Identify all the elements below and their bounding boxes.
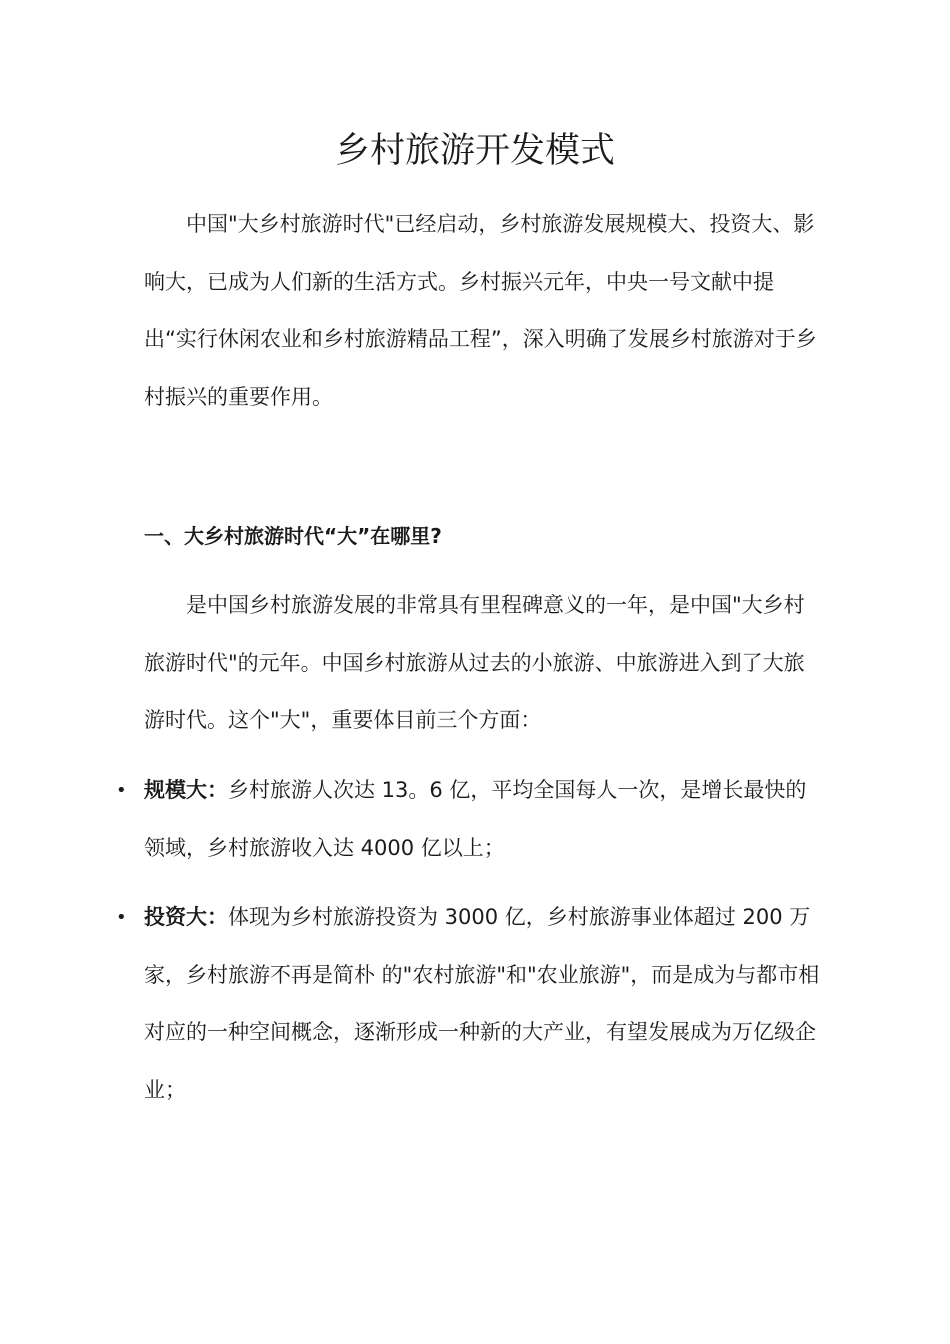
bullet-marker: • <box>116 780 127 801</box>
section-heading: 一、大乡村旅游时代“大”在哪里? <box>144 524 442 548</box>
bullet-label: 规模大： <box>144 778 228 802</box>
bullet-label: 投资大： <box>144 905 228 929</box>
document-title: 乡村旅游开发模式 <box>334 131 615 171</box>
bullet-text: 体现为乡村旅游投资为 3000 亿，乡村旅游事业体超过 200 万家，乡村旅游不再是简朴 的"农村旅游"和"农业旅游"，而是成为与都市相对应的一种空间概念，逐渐形成一种新的大产业，有望发展成为万亿级企业； <box>144 905 820 1102</box>
bullet-text: 乡村旅游人次达 13。6 亿，平均全国每人一次，是增长最快的领域，乡村旅游收入达 4000 亿以上； <box>144 778 807 860</box>
bullet-marker: • <box>116 907 127 928</box>
intro-paragraph: 中国"大乡村旅游时代"已经启动，乡村旅游发展规模大、投资大、影响大，已成为人们新的生活方式。乡村振兴元年，中央一号文献中提出“实行休闲农业和乡村旅游精品工程”，深入明确了发展乡村旅游对于乡村振兴的重要作用。 <box>144 212 817 409</box>
bullet-item-investment <box>116 889 820 1119</box>
bullet-item-scale <box>116 762 820 877</box>
section-paragraph: 是中国乡村旅游发展的非常具有里程碑意义的一年，是中国"大乡村旅游时代"的元年。中国乡村旅游从过去的小旅游、中旅游进入到了大旅游时代。这个"大"，重要体目前三个方面： <box>144 593 805 732</box>
